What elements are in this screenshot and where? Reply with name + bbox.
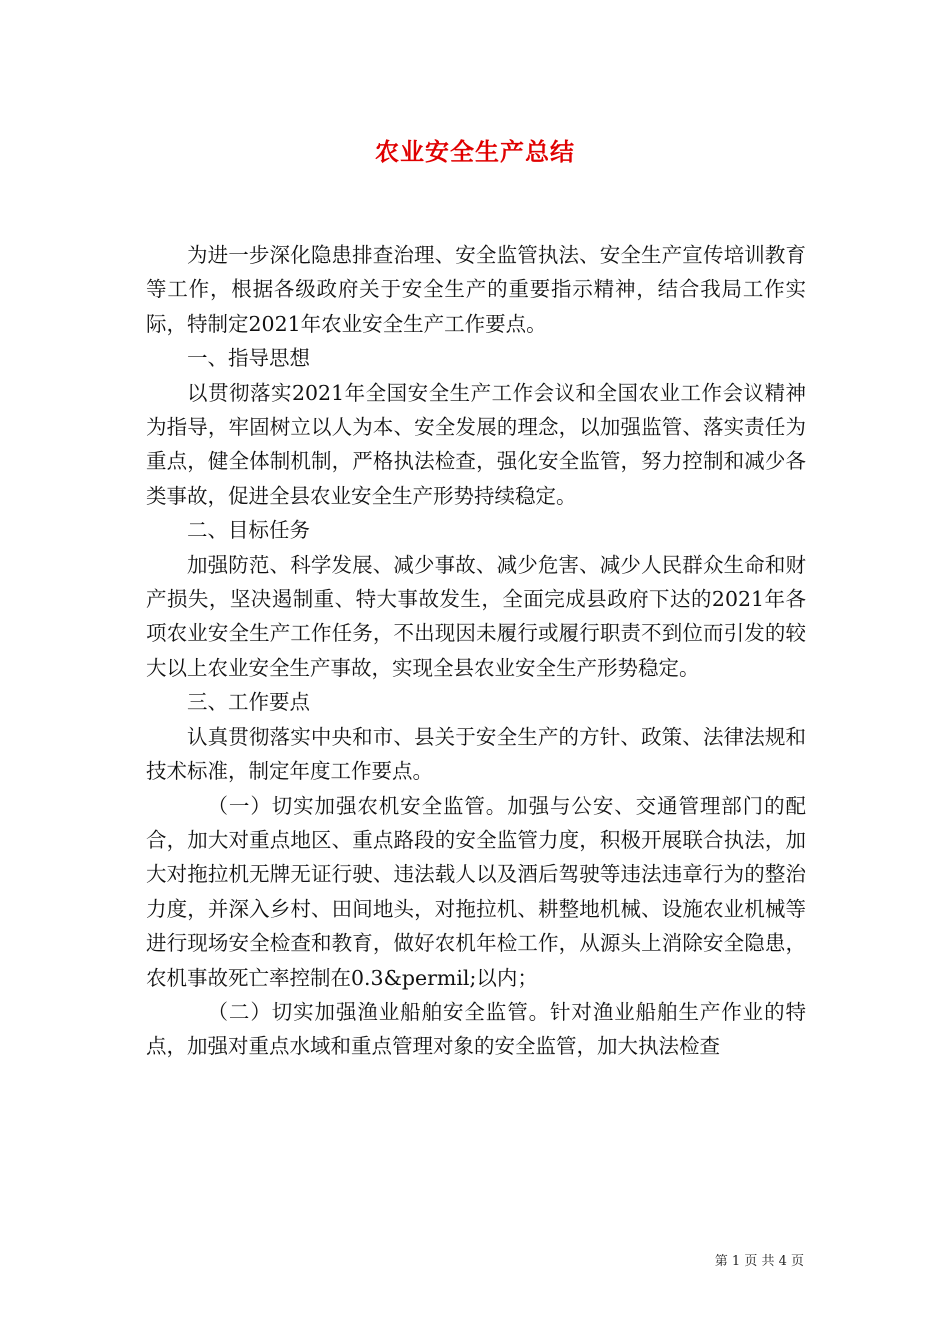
document-title: 农业安全生产总结 (375, 137, 575, 166)
document-body (146, 238, 806, 1064)
page-number: 第 1 页 共 4 页 (714, 1254, 804, 1269)
paragraph-agri-machinery: （一）切实加强农机安全监管。加强与公安、交通管理部门的配合，加大对重点地区、重点路段的安全监管力度，积极开展联合执法，加大对拖拉机无牌无证行驶、违法载人以及酒后驾驶等违法违章行为的整治力度，并深入乡村、田间地头，对拖拉机、耕整地机械、设施农业机械等进行现场安全检查和教育，做好农机年检工作，从源头上消除安全隐患，农机事故死亡率控制在0.3&permil;以内； (146, 793, 806, 990)
paragraph-work-points: 认真贯彻落实中央和市、县关于安全生产的方针、政策、法律法规和技术标准，制定年度工作要点。 (146, 724, 806, 784)
heading-work-points: 三、工作要点 (187, 690, 310, 715)
heading-guiding-ideology: 一、指导思想 (187, 346, 310, 371)
paragraph-intro: 为进一步深化隐患排查治理、安全监管执法、安全生产宣传培训教育等工作，根据各级政府关于安全生产的重要指示精神，结合我局工作实际，特制定2021年农业安全生产工作要点。 (146, 243, 806, 336)
paragraph-fishing-vessels: （二）切实加强渔业船舶安全监管。针对渔业船舶生产作业的特点，加强对重点水域和重点管理对象的安全监管，加大执法检查 (146, 999, 806, 1059)
paragraph-objectives: 加强防范、科学发展、减少事故、减少危害、减少人民群众生命和财产损失，坚决遏制重、特大事故发生，全面完成县政府下达的2021年各项农业安全生产工作任务，不出现因未履行或履行职责不到位而引发的较大以上农业安全生产事故，实现全县农业安全生产形势稳定。 (146, 552, 806, 680)
heading-objectives: 二、目标任务 (187, 518, 310, 543)
paragraph-guiding-ideology: 以贯彻落实2021年全国安全生产工作会议和全国农业工作会议精神为指导，牢固树立以人为本、安全发展的理念，以加强监管、落实责任为重点，健全体制机制，严格执法检查，强化安全监管，努力控制和减少各类事故，促进全县农业安全生产形势持续稳定。 (146, 380, 806, 508)
